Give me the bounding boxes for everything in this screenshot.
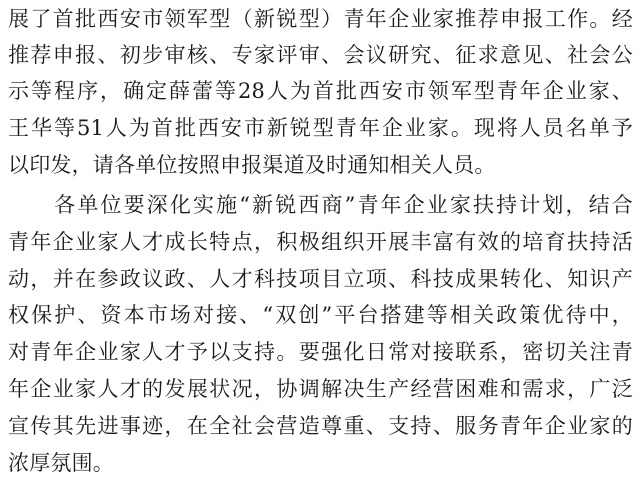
text-line: 青年企业家人才成长特点，积极组织开展丰富有效的培育扶持活 <box>8 230 633 254</box>
text-line: 以印发，请各单位按照申报渠道及时通知相关人员。 <box>8 153 496 177</box>
text-line: 宣传其先进事迹，在全社会营造尊重、支持、服务青年企业家的 <box>8 414 633 438</box>
text-line: 展了首批西安市领军型（新锐型）青年企业家推荐申报工作。经 <box>8 7 633 31</box>
text-line: 动，并在参政议政、人才科技项目立项、科技成果转化、知识产 <box>8 267 633 291</box>
text-line: 王华等51人为首批西安市新锐型青年企业家。现将人员名单予 <box>8 116 633 140</box>
text-line: 推荐申报、初步审核、专家评审、会议研究、征求意见、社会公 <box>8 43 633 67</box>
text-line: 权保护、资本市场对接、“双创”平台搭建等相关政策优待中， <box>8 303 633 327</box>
text-line: 对青年企业家人才予以支持。要强化日常对接联系，密切关注青 <box>8 340 633 364</box>
text-line: 示等程序，确定薛蕾等28人为首批西安市领军型青年企业家、 <box>8 79 633 103</box>
text-line: 浓厚氛围。 <box>8 451 114 475</box>
text-line: 年企业家人才的发展状况，协调解决生产经营困难和需求，广泛 <box>8 377 633 401</box>
text-line: 各单位要深化实施“新锐西商”青年企业家扶持计划，结合 <box>8 193 633 217</box>
